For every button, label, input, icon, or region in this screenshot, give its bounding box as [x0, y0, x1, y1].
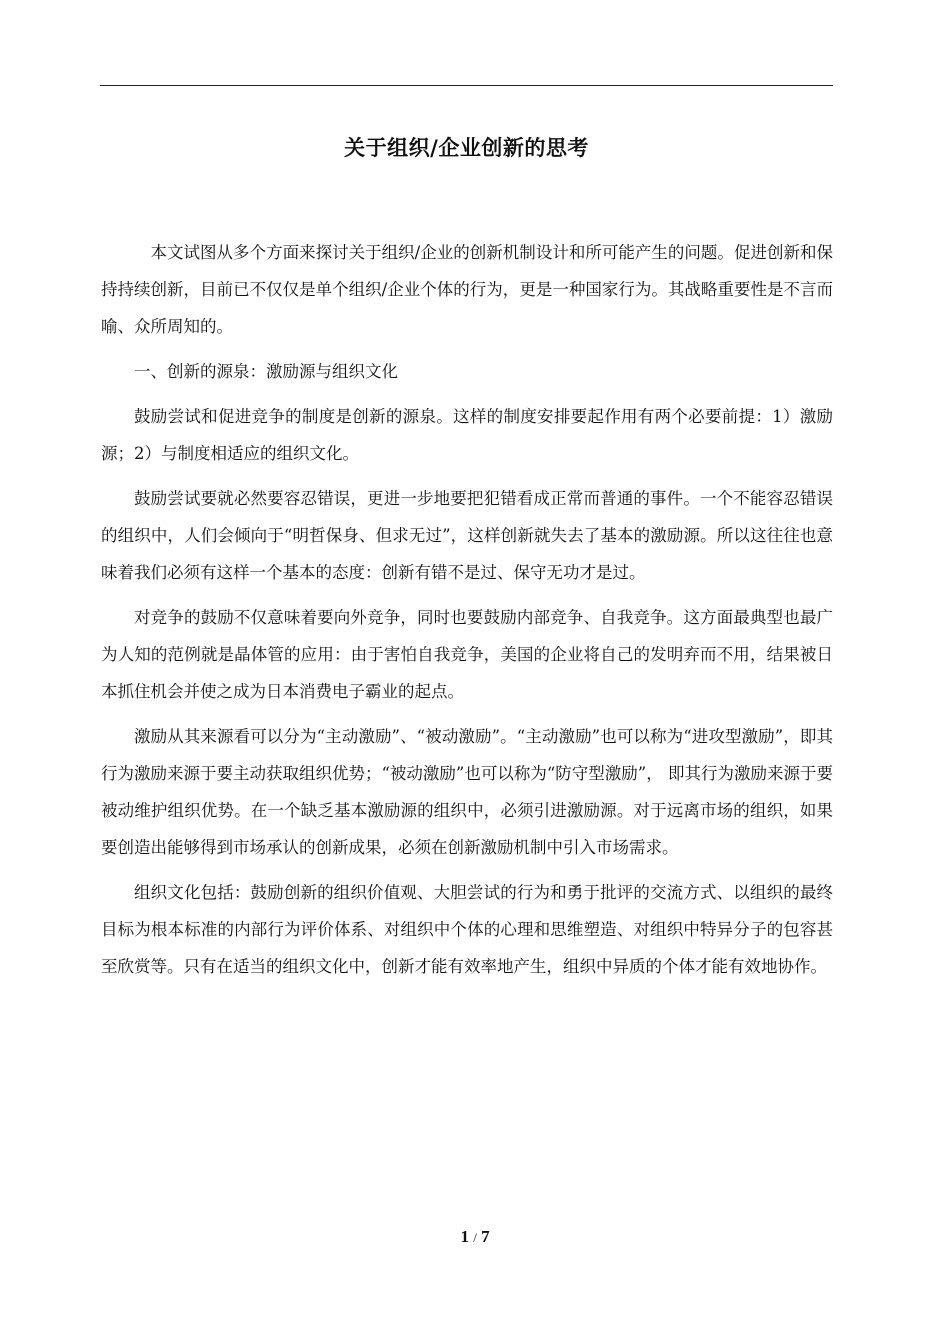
total-pages: 7 — [481, 1227, 490, 1246]
body-paragraph: 对竞争的鼓励不仅意味着要向外竞争，同时也要鼓励内部竞争、自我竞争。这方面最典型也最广为人知的范例就是晶体管的应用：由于害怕自我竞争，美国的企业将自己的发明弃而不用，结果被日本抓住机会并使之成为日本消费电子霸业的起点。 — [101, 608, 833, 701]
body-paragraph: 鼓励尝试和促进竞争的制度是创新的源泉。这样的制度安排要起作用有两个必要前提：1）激励源；2）与制度相适应的组织文化。 — [101, 407, 833, 463]
page-number — [0, 1227, 950, 1247]
intro-paragraph: 本文试图从多个方面来探讨关于组织/企业的创新机制设计和所可能产生的问题。促进创新和保持持续创新，目前已不仅仅是单个组织/企业个体的行为，更是一种国家行为。其战略重要性是不言而喻、众所周知的。 — [101, 243, 833, 336]
body-paragraph: 组织文化包括：鼓励创新的组织价值观、大胆尝试的行为和勇于批评的交流方式、以组织的最终目标为根本标准的内部行为评价体系、对组织中个体的心理和思维塑造、对组织中特异分子的包容甚至欣赏等。只有在适当的组织文化中，创新才能有效率地产生，组织中异质的个体才能有效地协作。 — [101, 883, 833, 976]
page-separator: / — [473, 1230, 477, 1245]
header-rule — [100, 85, 833, 86]
body-paragraph: 激励从其来源看可以分为“主动激励”、“被动激励”。“主动激励”也可以称为“进攻型激励”，即其行为激励来源于要主动获取组织优势；“被动激励”也可以称为“防守型激励”， 即其行为激励来源于要被动维护组织优势。在一个缺乏基本激励源的组织中，必须引进激励源。对于远离市场的组织，如果要创造出能够得到市场承认的创新成果，必须在创新激励机制中引入市场需求。 — [101, 727, 833, 857]
current-page: 1 — [460, 1227, 469, 1246]
section-heading: 一、创新的源泉：激励源与组织文化 — [134, 362, 398, 381]
document-title: 关于组织/企业创新的思考 — [344, 135, 589, 160]
document-body — [101, 234, 833, 993]
body-paragraph: 鼓励尝试要就必然要容忍错误，更进一步地要把犯错看成正常而普通的事件。一个不能容忍错误的组织中，人们会倾向于“明哲保身、但求无过”，这样创新就失去了基本的激励源。所以这往往也意味着我们必须有这样一个基本的态度：创新有错不是过、保守无功才是过。 — [101, 489, 833, 582]
